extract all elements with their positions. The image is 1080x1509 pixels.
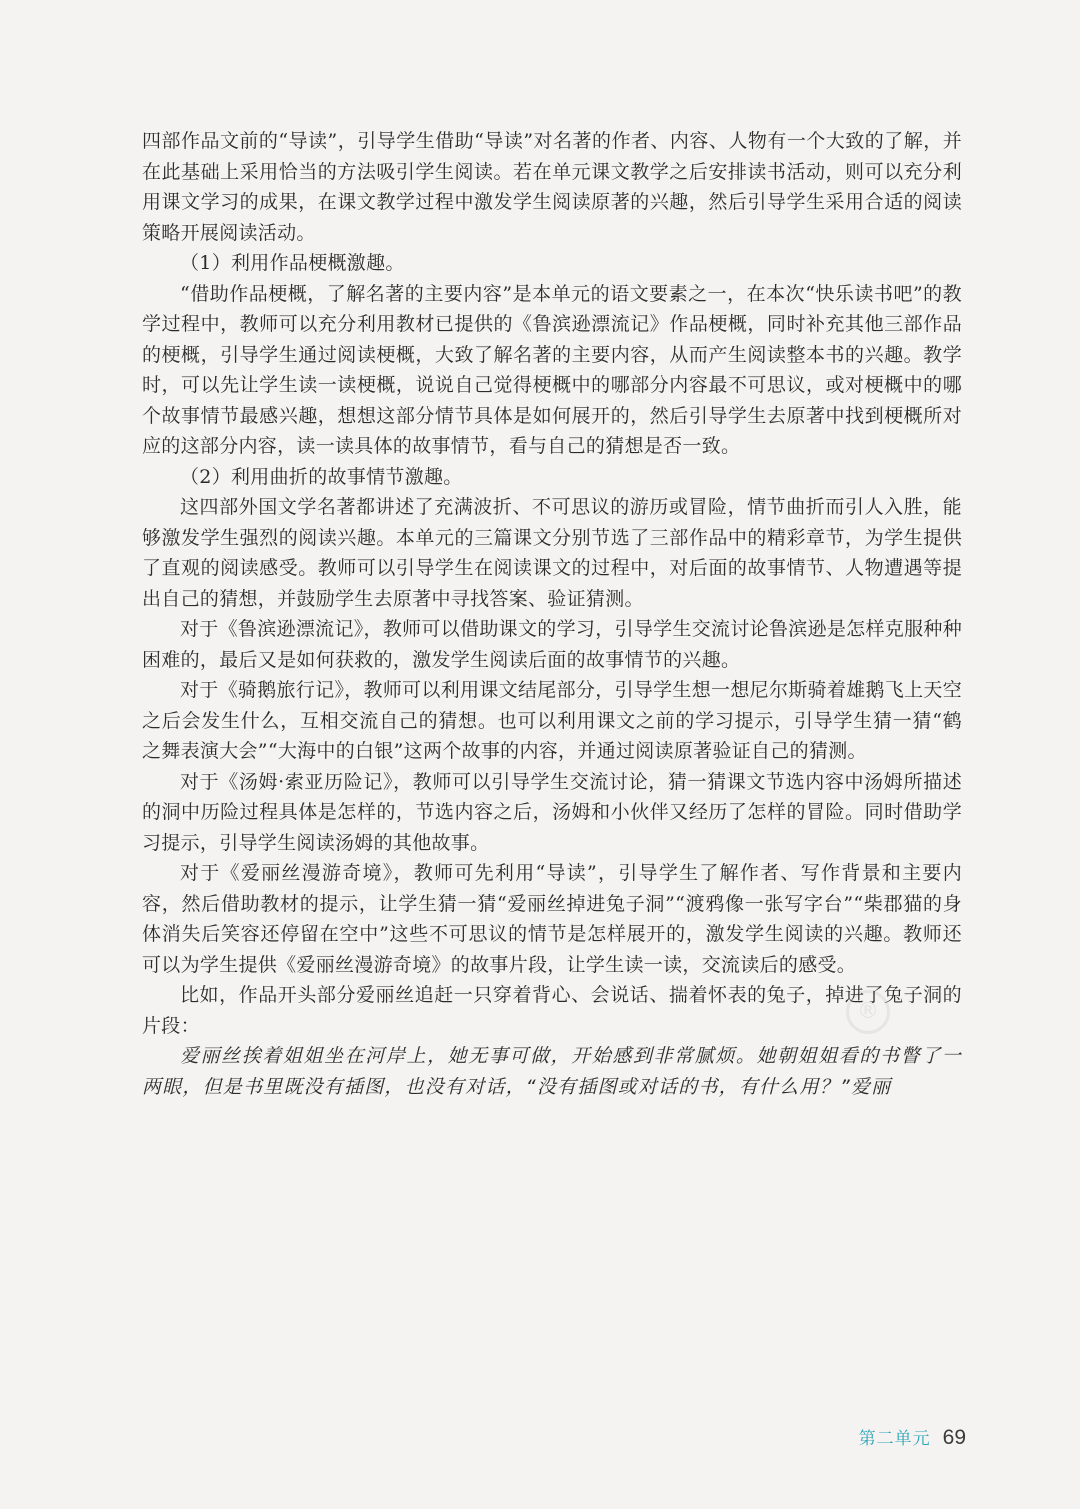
paragraph-nils: 对于《骑鹅旅行记》，教师可以利用课文结尾部分，引导学生想一想尼尔斯骑着雄鹅飞上天空之后会发生什么，互相交流自己的猜想。也可以利用课文之前的学习提示，引导学生猜一猜“鹤之舞表演大会”“大海中的白银”这两个故事的内容，并通过阅读原著验证自己的猜测。 xyxy=(142,679,962,762)
paragraph-intro: 四部作品文前的“导读”，引导学生借助“导读”对名著的作者、内容、人物有一个大致的了解，并在此基础上采用恰当的方法吸引学生阅读。若在单元课文教学之后安排读书活动，则可以充分利用课文学习的成果，在课文教学过程中激发学生阅读原著的兴趣，然后引导学生采用合适的阅读策略开展阅读活动。 xyxy=(142,130,962,244)
paragraph-alice: 对于《爱丽丝漫游奇境》，教师可先利用“导读”，引导学生了解作者、写作背景和主要内容，然后借助教材的提示，让学生猜一猜“爱丽丝掉进兔子洞”“渡鸦像一张写字台”“柴郡猫的身体消失后笑容还停留在空中”这些不可思议的情节是怎样展开的，激发学生阅读的兴趣。教师还可以为学生提供《爱丽丝漫游奇境》的故事片段，让学生读一读，交流读后的感受。 xyxy=(142,862,962,976)
paragraph-example: 比如，作品开头部分爱丽丝追赶一只穿着背心、会说话、揣着怀表的兔子，掉进了兔子洞的片段： xyxy=(142,984,962,1037)
paragraph-tom-sawyer: 对于《汤姆·索亚历险记》，教师可以引导学生交流讨论，猜一猜课文节选内容中汤姆所描述的洞中历险过程具体是怎样的，节选内容之后，汤姆和小伙伴又经历了怎样的冒险。同时借助学习提示，引导学生阅读汤姆的其他故事。 xyxy=(142,770,962,854)
page-footer xyxy=(859,1424,966,1450)
page-number: 69 xyxy=(942,1426,966,1449)
quote-excerpt: 爱丽丝挨着姐姐坐在河岸上，她无事可做，开始感到非常腻烦。她朝姐姐看的书瞥了一两眼，但是书里既没有插图，也没有对话，“没有插图或对话的书，有什么用？”爱丽 xyxy=(142,1045,962,1098)
unit-label: 第二单元 xyxy=(858,1429,931,1449)
section-heading-1: （1）利用作品梗概激趣。 xyxy=(180,252,405,274)
paragraph-robinson: 对于《鲁滨逊漂流记》，教师可以借助课文的学习，引导学生交流讨论鲁滨逊是怎样克服种种困难的，最后又是如何获救的，激发学生阅读后面的故事情节的兴趣。 xyxy=(142,618,962,671)
section-heading-2: （2）利用曲折的故事情节激趣。 xyxy=(180,465,463,488)
paragraph-synopsis: “借助作品梗概，了解名著的主要内容”是本单元的语文要素之一，在本次“快乐读书吧”的教学过程中，教师可以充分利用教材已提供的《鲁滨逊漂流记》作品梗概，同时补充其他三部作品的梗概，引导学生通过阅读梗概，大致了解名著的主要内容，从而产生阅读整本书的兴趣。教学时，可以先让学生读一读梗概，说说自己觉得梗概中的哪部分内容最不可思议，或对梗概中的哪个故事情节最感兴趣，想想这部分情节具体是如何展开的，然后引导学生去原著中找到梗概所对应的这部分内容，读一读具体的故事情节，看与自己的猜想是否一致。 xyxy=(142,282,962,457)
body-text xyxy=(142,126,962,1102)
paragraph-plot: 这四部外国文学名著都讲述了充满波折、不可思议的游历或冒险，情节曲折而引人入胜，能够激发学生强烈的阅读兴趣。本单元的三篇课文分别节选了三部作品中的精彩章节，为学生提供了直观的阅读感受。教师可以引导学生在阅读课文的过程中，对后面的故事情节、人物遭遇等提出自己的猜想，并鼓励学生去原著中寻找答案、验证猜测。 xyxy=(142,496,962,610)
registered-mark-icon: ® xyxy=(846,990,890,1034)
